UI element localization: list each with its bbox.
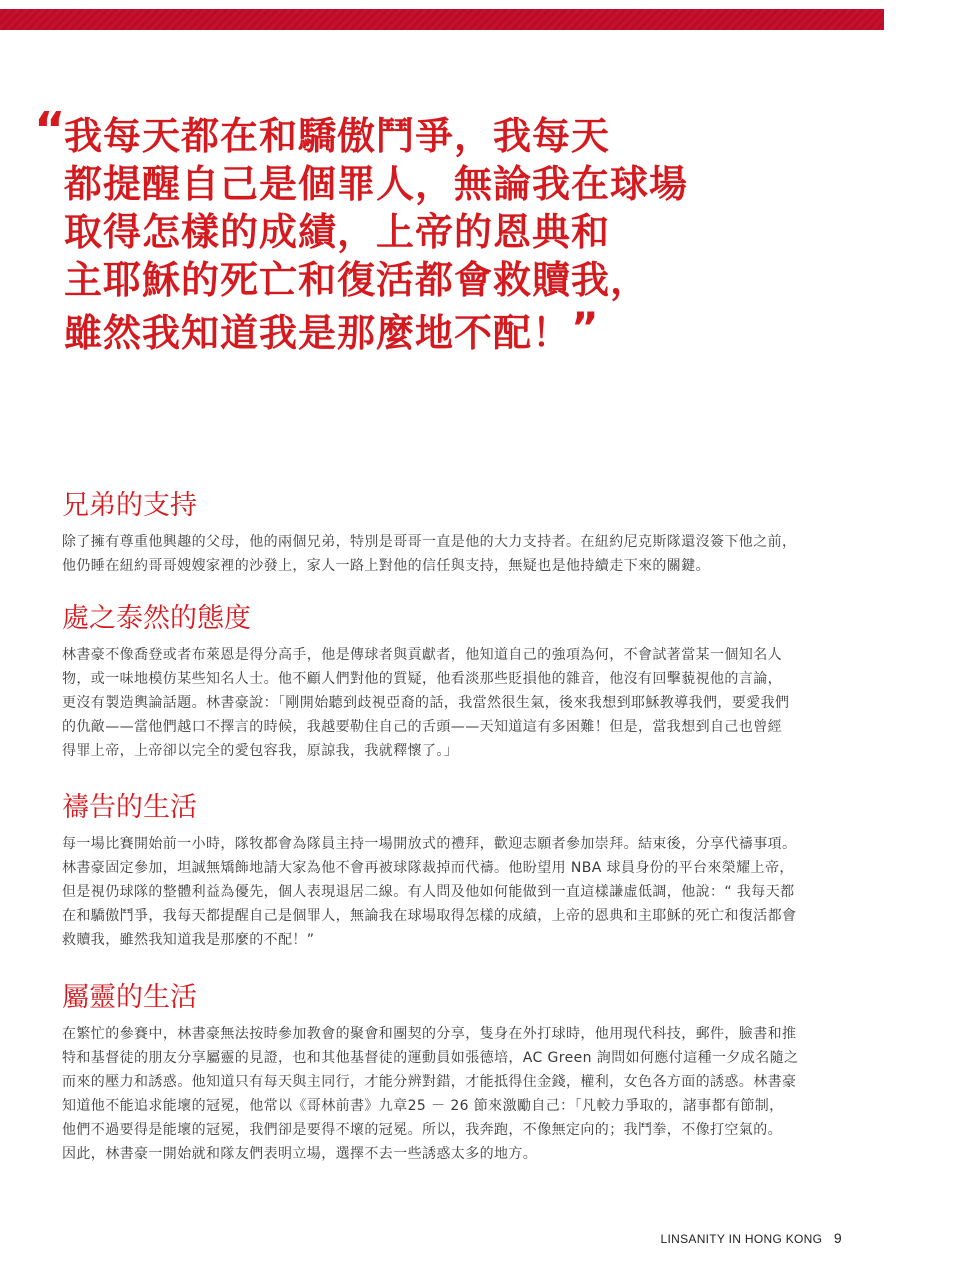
pull-quote-line: 主耶穌的死亡和復活都會救贖我， bbox=[64, 258, 650, 302]
section-brothers-support bbox=[62, 488, 852, 578]
pull-quote-line: 取得怎樣的成績，上帝的恩典和 bbox=[64, 210, 611, 254]
body-line: 更沒有製造輿論話題。林書豪說：「剛開始聽到歧視亞裔的話，我當然很生氣，後來我想到耶穌教導我們，要愛我們 bbox=[62, 695, 790, 711]
open-quote-mark: “ bbox=[34, 102, 66, 158]
pull-quote bbox=[34, 102, 818, 357]
body-line: 每一場比賽開始前一小時，隊牧都會為隊員主持一場開放式的禮拜，歡迎志願者參加崇拜。結束後，分享代禱事項。 bbox=[62, 836, 797, 852]
body-line: 林書豪不像喬登或者布萊恩是得分高手，他是傳球者與貢獻者，他知道自己的強項為何，不會試著當某一個知名人 bbox=[62, 647, 782, 663]
section-heading: 禱告的生活 bbox=[62, 792, 197, 823]
pull-quote-line: 都提醒自己是個罪人，無論我在球場 bbox=[64, 162, 689, 206]
pull-quote-line-last bbox=[38, 304, 818, 357]
body-line: 但是視仍球隊的整體利益為優先，個人表現退居二線。有人問及他如何能做到一直這樣謙虛低調，他說：“ 我每天都 bbox=[62, 884, 795, 900]
body-line: 知道他不能追求能壞的冠冕，他常以《哥林前書》九章25 － 26 節來激勵自己：「凡較力爭取的，諸事都有節制， bbox=[62, 1098, 784, 1114]
page-footer bbox=[661, 1230, 842, 1246]
body-line: 的仇敵——當他們越口不擇言的時候，我越要勒住自己的舌頭——天知道這有多困難！但是，當我想到自己也曾經 bbox=[62, 719, 782, 735]
close-quote-mark: ” bbox=[571, 303, 600, 352]
body-line: 除了擁有尊重他興趣的父母，他的兩個兄弟，特別是哥哥一直是他的大力支持者。在紐約尼克斯隊還沒簽下他之前， bbox=[62, 534, 797, 550]
section-heading: 處之泰然的態度 bbox=[62, 603, 251, 634]
section-body bbox=[62, 530, 852, 578]
section-body bbox=[62, 643, 852, 763]
top-decorative-band bbox=[0, 9, 884, 30]
body-line: 而來的壓力和誘惑。他知道只有每天與主同行，才能分辨對錯，才能抵得住金錢，權利，女色各方面的誘惑。林書豪 bbox=[62, 1074, 797, 1090]
section-heading: 屬靈的生活 bbox=[62, 982, 197, 1013]
body-line: 在繁忙的參賽中，林書豪無法按時參加教會的聚會和團契的分享，隻身在外打球時，他用現代科技，郵件，臉書和推 bbox=[62, 1026, 797, 1042]
pull-quote-line: 我每天都在和驕傲鬥爭，我每天 bbox=[64, 114, 611, 158]
body-line: 物，或一味地模仿某些知名人士。他不顧人們對他的質疑，他看淡那些貶損他的雜音，他沒有回擊藐視他的言論， bbox=[62, 671, 782, 687]
section-body bbox=[62, 832, 852, 952]
section-calm-attitude bbox=[62, 601, 852, 763]
section-spiritual-life bbox=[62, 980, 852, 1166]
body-line: 得罪上帝，上帝卻以完全的愛包容我，原諒我，我就釋懷了。」 bbox=[62, 743, 459, 759]
publication-name: LINSANITY IN HONG KONG bbox=[660, 1232, 823, 1246]
section-body bbox=[62, 1022, 852, 1166]
section-prayer-life bbox=[62, 790, 852, 952]
body-line: 救贖我，雖然我知道我是那麼的不配！” bbox=[62, 932, 315, 948]
body-line: 林書豪固定參加，坦誠無矯飾地請大家為他不會再被球隊裁掉而代禱。他盼望用 NBA 球員身份的平台來榮耀上帝， bbox=[62, 860, 794, 876]
page-number: 9 bbox=[833, 1230, 842, 1246]
body-line: 他仍睡在紐約哥哥嫂嫂家裡的沙發上，家人一路上對他的信任與支持，無疑也是他持續走下來的關鍵。 bbox=[62, 558, 710, 574]
body-line: 特和基督徒的朋友分享屬靈的見證，也和其他基督徒的運動員如張德培，AC Green 詢問如何應付這種一夕成名隨之 bbox=[62, 1050, 799, 1066]
body-line: 因此，林書豪一開始就和隊友們表明立場，選擇不去一些誘惑太多的地方。 bbox=[62, 1146, 538, 1162]
pull-quote-line: 雖然我知道我是那麼地不配！ bbox=[64, 311, 572, 355]
body-line: 在和驕傲鬥爭，我每天都提醒自己是個罪人，無論我在球場取得怎樣的成績，上帝的恩典和主耶穌的死亡和復活都會 bbox=[62, 908, 797, 924]
section-heading: 兄弟的支持 bbox=[62, 490, 197, 521]
body-line: 他們不過要得是能壞的冠冕，我們卻是要得不壞的冠冕。所以，我奔跑，不像無定向的；我鬥拳，不像打空氣的。 bbox=[62, 1122, 782, 1138]
